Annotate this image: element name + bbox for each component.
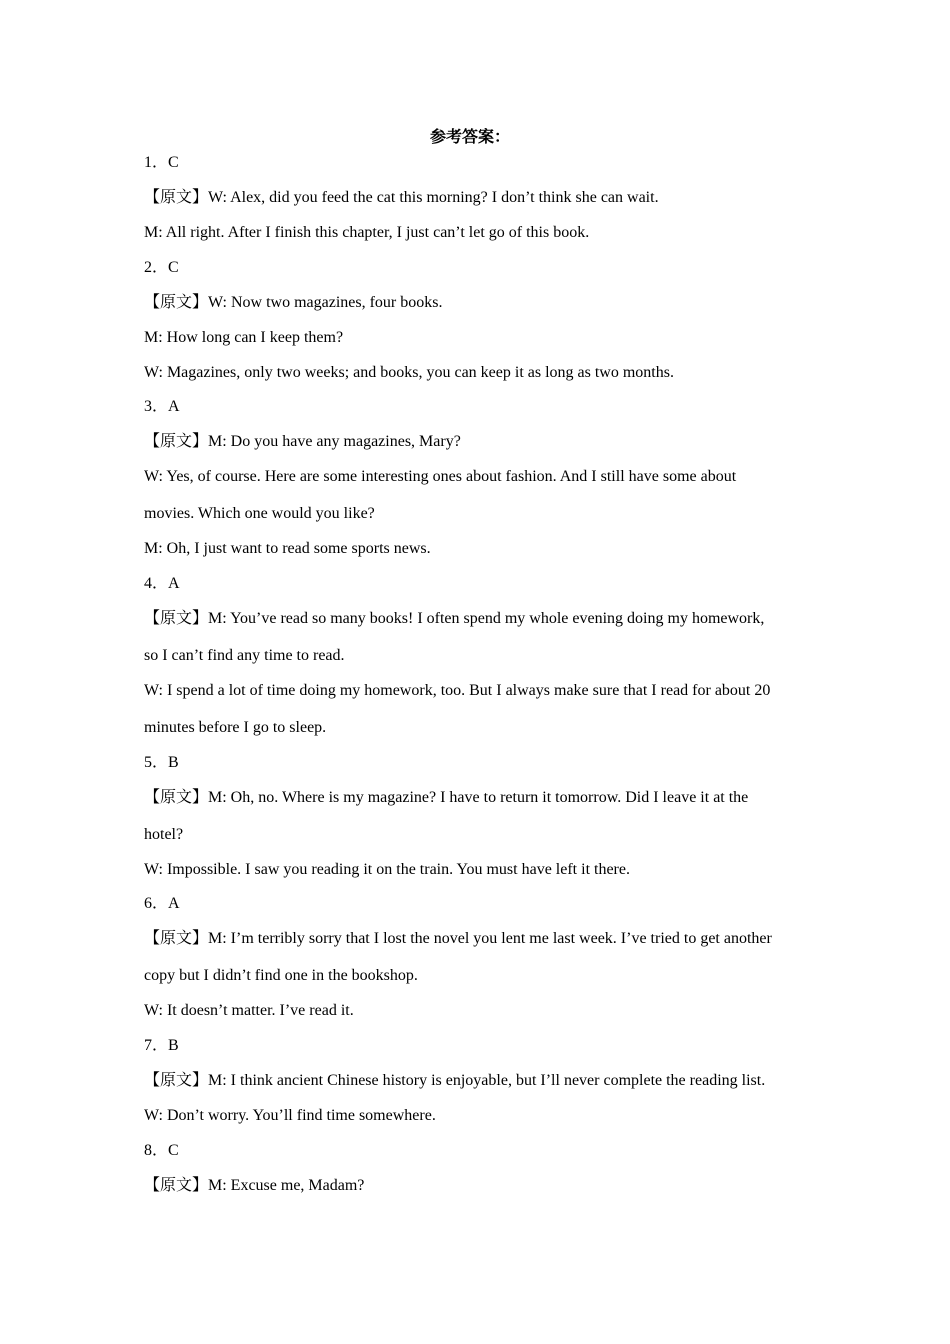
page-title: 参考答案： <box>429 129 510 146</box>
transcript-line: minutes before I go to sleep. <box>144 719 327 736</box>
answer-number: 8．C <box>144 1142 179 1159</box>
answer-number: 5．B <box>144 754 179 771</box>
transcript-line: 【原文】M: I’m terribly sorry that I lost the novel you lent me last week. I’ve tried to get another <box>144 930 772 947</box>
answer-number: 1．C <box>144 154 179 171</box>
transcript-line: 【原文】M: Excuse me, Madam? <box>144 1177 365 1194</box>
answer-number: 6．A <box>144 895 180 912</box>
answer-number: 7．B <box>144 1037 179 1054</box>
transcript-line: movies. Which one would you like? <box>144 505 375 522</box>
transcript-line: W: Yes, of course. Here are some interesting ones about fashion. And I still have some about <box>144 468 737 485</box>
answer-number: 4．A <box>144 575 180 592</box>
transcript-line: 【原文】M: Do you have any magazines, Mary? <box>144 433 461 450</box>
transcript-line: 【原文】M: I think ancient Chinese history is enjoyable, but I’ll never complete the reading list. <box>144 1072 766 1089</box>
transcript-line: hotel? <box>144 826 184 843</box>
transcript-line: copy but I didn’t find one in the bookshop. <box>144 967 418 984</box>
transcript-line: W: Magazines, only two weeks; and books, you can keep it as long as two months. <box>144 364 674 381</box>
transcript-line: M: All right. After I finish this chapter, I just can’t let go of this book. <box>144 224 590 241</box>
transcript-line: W: Impossible. I saw you reading it on the train. You must have left it there. <box>144 861 630 878</box>
transcript-line: so I can’t find any time to read. <box>144 647 345 664</box>
transcript-line: M: Oh, I just want to read some sports news. <box>144 540 431 557</box>
transcript-line: W: I spend a lot of time doing my homework, too. But I always make sure that I read for about 20 <box>144 682 771 699</box>
transcript-line: 【原文】W: Alex, did you feed the cat this morning? I don’t think she can wait. <box>144 189 659 206</box>
answer-number: 3．A <box>144 398 180 415</box>
transcript-line: M: How long can I keep them? <box>144 329 344 346</box>
transcript-line: 【原文】W: Now two magazines, four books. <box>144 294 443 311</box>
transcript-line: W: It doesn’t matter. I’ve read it. <box>144 1002 354 1019</box>
transcript-line: 【原文】M: Oh, no. Where is my magazine? I have to return it tomorrow. Did I leave it at the <box>144 789 749 806</box>
transcript-line: W: Don’t worry. You’ll find time somewhere. <box>144 1107 436 1124</box>
transcript-line: 【原文】M: You’ve read so many books! I often spend my whole evening doing my homework, <box>144 610 765 627</box>
answer-number: 2．C <box>144 259 179 276</box>
